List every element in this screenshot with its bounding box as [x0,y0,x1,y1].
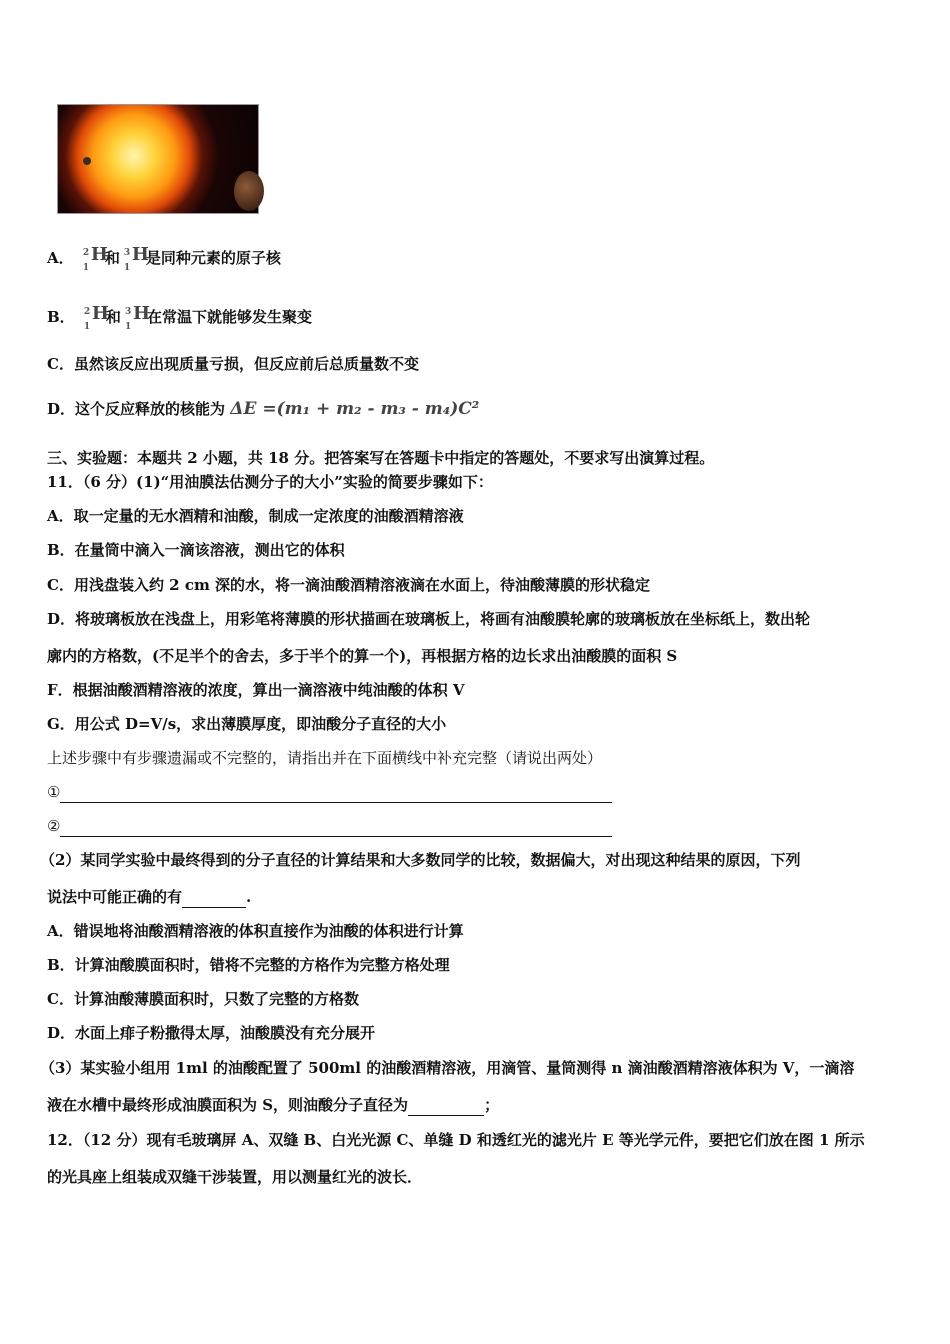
isotope-h2 [79,244,108,273]
q11-step-g: G．用公式 D=V/s，求出薄膜厚度，即油酸分子直径的大小 [47,715,447,733]
q11-step-b: B．在量筒中滴入一滴该溶液，测出它的体积 [47,541,345,559]
part3-answer-blank[interactable] [408,1095,484,1116]
q11-option-d: D．水面上痱子粉撒得太厚，油酸膜没有充分展开 [47,1024,376,1042]
q11-intro: 11．（6 分）(1)“用油膜法估测分子的大小”实验的简要步骤如下： [47,473,493,491]
answer-line-1 [47,782,612,803]
q11-part2-line2 [47,887,251,908]
section-heading: 三、实验题：本题共 2 小题，共 18 分。把答案写在答题卡中指定的答题处，不要求写出演算过程。 [47,449,715,467]
isotope-h2 [80,303,109,332]
option-a [47,244,281,273]
q11-option-b: B．计算油酸膜面积时，错将不完整的方格作为完整方格处理 [47,956,450,974]
planet-right [234,171,264,211]
q11-step-a: A．取一定量的无水酒精和油酸，制成一定浓度的油酸酒精溶液 [47,507,464,525]
and-text: 和 [104,249,120,267]
mass-number: 3 [124,307,132,317]
circled-one: ① [47,783,61,801]
element-symbol: H [90,244,108,265]
answer-blank-1[interactable] [60,782,612,803]
option-b-rest: 在常温下就能够发生聚变 [146,308,312,326]
energy-formula: ΔE =(m₁ + m₂ - m₃ - m₄)C² [230,399,480,419]
part2-end: . [246,888,252,906]
mass-number: 3 [123,248,131,258]
atomic-number: 1 [83,322,91,332]
option-b [47,303,312,332]
mass-number: 2 [82,248,90,258]
part2-question-text: 说法中可能正确的有 [47,888,183,906]
option-a-rest: 是同种元素的原子核 [145,249,281,267]
q11-part2-line1: （2）某同学实验中最终得到的分子直径的计算结果和大多数同学的比较，数据偏大，对出现这种结果的原因，下列 [40,851,801,869]
part3-question-text: 液在水槽中最终形成油膜面积为 S，则油酸分子直径为 [47,1096,409,1114]
option-d-prefix: D．这个反应释放的核能为 [47,400,226,418]
q12-line1: 12．（12 分）现有毛玻璃屏 A、双缝 B、白光光源 C、单缝 D 和透红光的滤光片 E 等光学元件，要把它们放在图 1 所示 [47,1131,865,1149]
atomic-number: 1 [124,322,132,332]
mass-number: 2 [83,307,91,317]
atomic-number: 1 [123,263,131,273]
q11-step-c: C．用浅盘装入约 2 cm 深的水，将一滴油酸酒精溶液滴在水面上，待油酸薄膜的形状稳定 [47,576,651,594]
part2-answer-blank[interactable] [182,887,246,908]
isotope-h3 [121,303,150,332]
q11-step-d-line2: 廓内的方格数，(不足半个的舍去，多于半个的算一个)，再根据方格的边长求出油酸膜的面积 S [47,647,678,665]
option-d [47,399,479,419]
answer-line-2 [47,816,612,837]
element-symbol: H [91,303,109,324]
q11-part3-line1: （3）某实验小组用 1ml 的油酸配置了 500ml 的油酸酒精溶液，用滴管、量筒测得 n 滴油酸酒精溶液体积为 V，一滴溶 [40,1059,855,1077]
q11-part3-line2 [47,1095,499,1116]
part3-end: ； [484,1096,500,1114]
answer-blank-2[interactable] [60,816,612,837]
sun-image [57,104,259,214]
option-c: C．虽然该反应出现质量亏损，但反应前后总质量数不变 [47,355,419,373]
q11-prompt: 上述步骤中有步骤遗漏或不完整的，请指出并在下面横线中补充完整（请说出两处） [47,749,603,767]
option-a-prefix: A． [47,249,74,267]
element-symbol: H [132,303,150,324]
q12-line2: 的光具座上组装成双缝干涉装置，用以测量红光的波长． [47,1168,423,1186]
circled-two: ② [47,817,61,835]
and-text: 和 [105,308,121,326]
planet-left [83,157,91,165]
atomic-number: 1 [82,263,90,273]
option-b-prefix: B． [47,308,75,326]
q11-option-a: A．错误地将油酸酒精溶液的体积直接作为油酸的体积进行计算 [47,922,464,940]
q11-step-d-line1: D．将玻璃板放在浅盘上，用彩笔将薄膜的形状描画在玻璃板上，将画有油酸膜轮廓的玻璃板放在坐标纸上，数出轮 [47,610,811,628]
element-symbol: H [131,244,149,265]
isotope-h3 [120,244,149,273]
q11-option-c: C．计算油酸薄膜面积时，只数了完整的方格数 [47,990,359,1008]
q11-step-f: F．根据油酸酒精溶液的浓度，算出一滴溶液中纯油酸的体积 V [47,681,465,699]
